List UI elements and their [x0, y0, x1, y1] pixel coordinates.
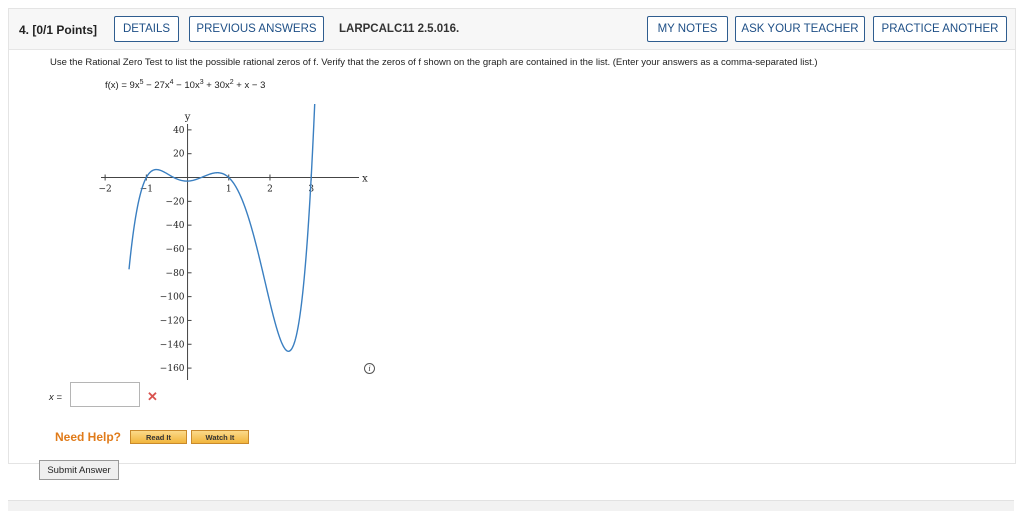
y-tick-label: 40 — [173, 125, 185, 136]
my-notes-button[interactable]: MY NOTES — [647, 16, 728, 42]
answer-input[interactable] — [70, 382, 140, 407]
need-help-label: Need Help? — [55, 430, 122, 444]
watch-it-button[interactable]: Watch It — [191, 430, 249, 444]
x-tick-label: −2 — [98, 184, 112, 195]
function-curve — [129, 104, 324, 351]
x-tick-label: 2 — [267, 184, 273, 195]
formula-exponent: 5 — [139, 79, 144, 86]
details-button[interactable]: DETAILS — [114, 16, 179, 42]
y-tick-label: −80 — [165, 268, 185, 279]
y-tick-label: 20 — [173, 149, 185, 160]
incorrect-mark-icon: ✕ — [147, 389, 158, 404]
function-graph — [89, 104, 379, 384]
graph-axes — [101, 112, 368, 380]
previous-answers-button[interactable]: PREVIOUS ANSWERS — [189, 16, 324, 42]
y-tick-label: −120 — [159, 316, 185, 327]
x-tick-label: −1 — [139, 184, 153, 195]
y-tick-label: −140 — [159, 340, 185, 351]
read-it-button[interactable]: Read It — [130, 430, 187, 444]
y-axis-label: y — [184, 112, 191, 123]
formula-exponent: 2 — [229, 79, 234, 86]
question-header — [9, 9, 1015, 50]
y-tick-label: −160 — [159, 364, 185, 375]
formula-part: − 27x — [143, 80, 170, 92]
problem-code: LARPCALC11 2.5.016. — [339, 23, 460, 35]
formula-exponent: 3 — [199, 79, 204, 86]
formula-part: − 10x — [173, 80, 200, 92]
x-tick-label: 3 — [308, 184, 315, 195]
answer-variable-label: x = — [49, 392, 62, 403]
formula-part: f(x) = 9x — [105, 80, 140, 92]
ask-teacher-button[interactable]: ASK YOUR TEACHER — [735, 16, 865, 42]
x-axis-label: x — [362, 173, 368, 185]
y-tick-label: −20 — [165, 197, 185, 208]
function-formula — [105, 79, 265, 91]
next-question-edge — [8, 500, 1014, 511]
y-tick-label: −100 — [159, 292, 185, 303]
question-card — [8, 8, 1016, 464]
submit-answer-button[interactable]: Submit Answer — [39, 460, 119, 480]
formula-part: + 30x — [203, 80, 230, 92]
y-tick-label: −60 — [165, 244, 185, 255]
question-prompt: Use the Rational Zero Test to list the possible rational zeros of f. Verify that the zeros of f shown on the graph are contained in the list. (Enter your answers as a comma-separated list.) — [50, 57, 818, 68]
y-tick-label: −40 — [165, 221, 185, 232]
formula-part: + x − 3 — [233, 80, 266, 92]
practice-another-button[interactable]: PRACTICE ANOTHER — [873, 16, 1007, 42]
x-tick-label: 1 — [225, 184, 232, 195]
graph-series — [129, 104, 324, 351]
formula-exponent: 4 — [169, 79, 174, 86]
question-points-label: 4. [0/1 Points] — [19, 23, 98, 37]
info-icon[interactable]: i — [364, 363, 375, 374]
